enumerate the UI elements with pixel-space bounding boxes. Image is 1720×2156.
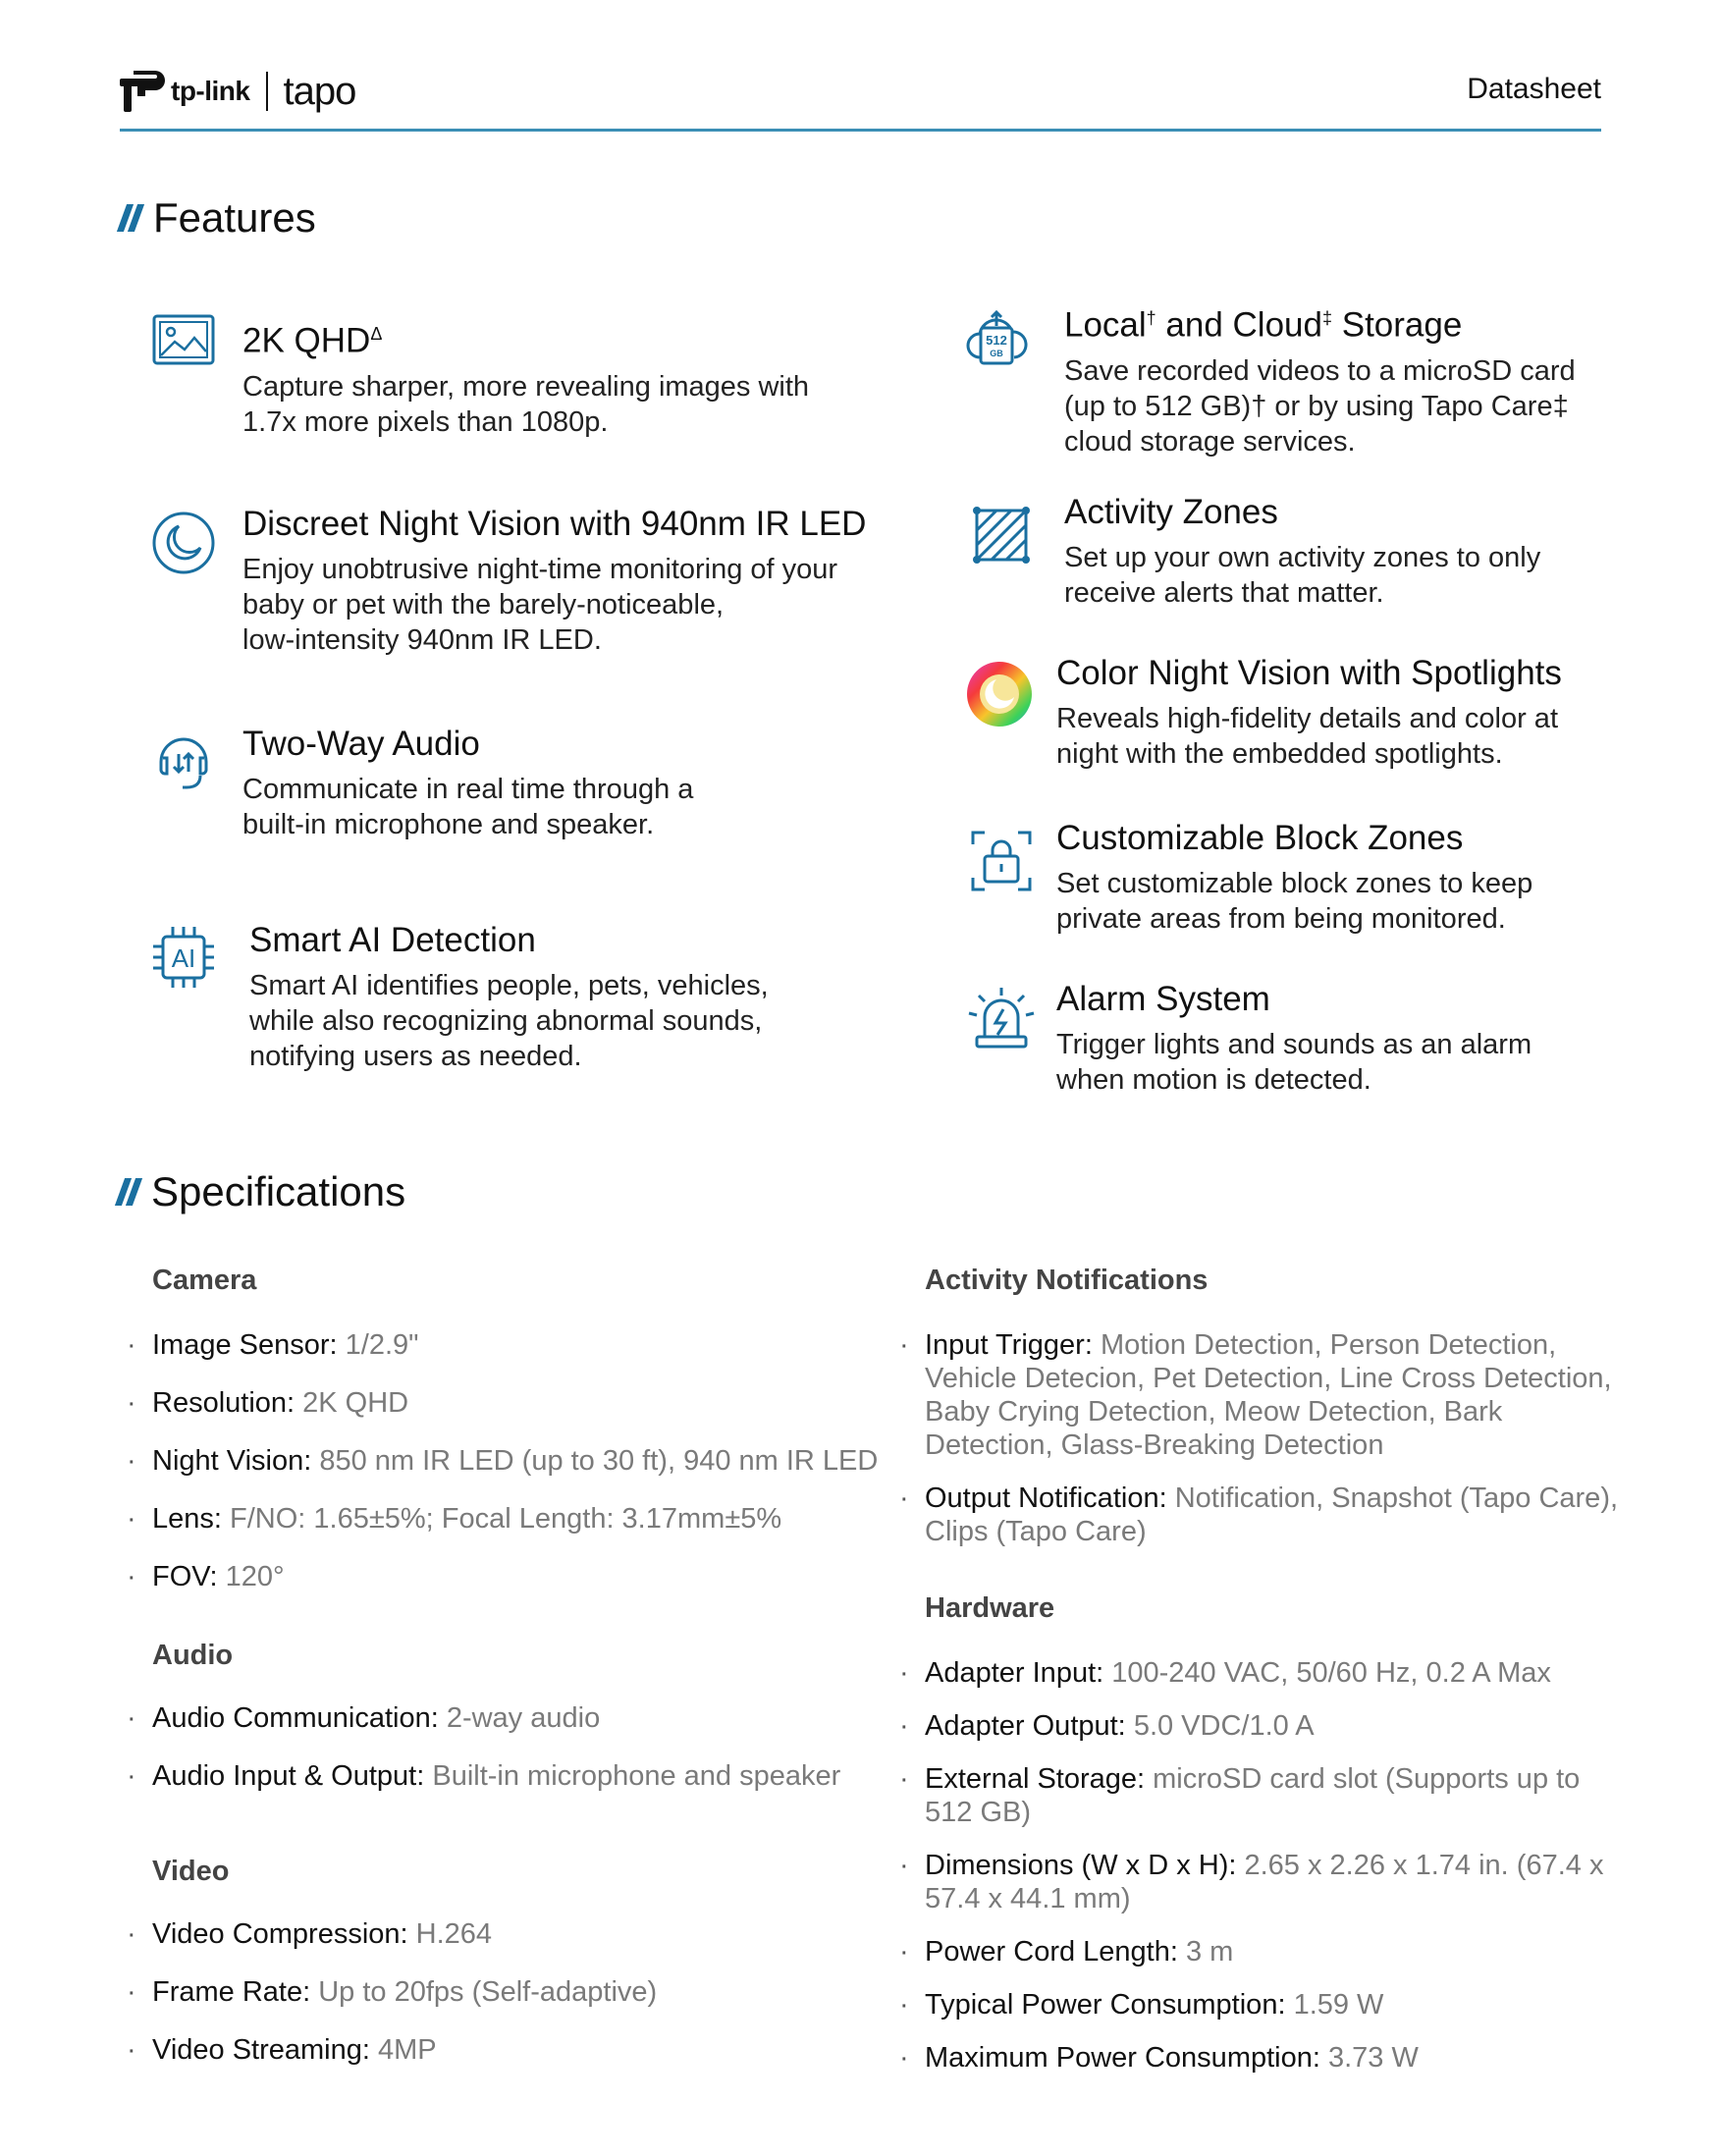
- spec-item: · Adapter Output: 5.0 VDC/1.0 A: [899, 1710, 1315, 1742]
- specifications-section-title: [120, 1168, 405, 1215]
- section-marker-icon: [122, 204, 143, 232]
- svg-text:AI: AI: [171, 943, 196, 973]
- header-divider: [120, 129, 1601, 132]
- feature-description: Set up your own activity zones to only receive alerts that matter.: [1064, 542, 1541, 609]
- section-marker-icon: [120, 1178, 141, 1206]
- image-icon: [149, 306, 218, 375]
- audio-spec-list: [127, 1701, 841, 1793]
- brand-logo: [120, 61, 355, 122]
- spec-item: · Maximum Power Consumption: 3.73 W: [899, 2042, 1419, 2074]
- spec-item: · Lens: F/NO: 1.65±5%; Focal Length: 3.17mm±5%: [127, 1503, 782, 1535]
- feature-description: Reveals high-fidelity details and color at night with the embedded spotlights.: [1056, 703, 1558, 770]
- spec-heading-hardware: Hardware: [925, 1592, 1055, 1624]
- spec-item: · Typical Power Consumption: 1.59 W: [899, 1989, 1384, 2021]
- feature-description: Set customizable block zones to keep private areas from being monitored.: [1056, 868, 1533, 935]
- color-night-vision-icon: [965, 660, 1034, 728]
- logo-divider: [266, 72, 268, 111]
- svg-text:GB: GB: [990, 349, 1003, 358]
- spec-heading-camera: Camera: [152, 1265, 257, 1296]
- cloud-storage-icon: [962, 306, 1031, 375]
- spec-item: · Output Notification: Notification, Snapshot (Tapo Care), Clips (Tapo Care): [899, 1482, 1619, 1547]
- svg-text:512: 512: [986, 333, 1007, 348]
- feature-title: Smart AI Detection: [249, 921, 536, 959]
- spec-item: · Resolution: 2K QHD: [127, 1387, 409, 1419]
- feature-storage: [1064, 296, 1576, 459]
- feature-description: Capture sharper, more revealing images with 1.7x more pixels than 1080p.: [242, 370, 810, 438]
- feature-title: Two-Way Audio: [242, 725, 480, 763]
- feature-description: Trigger lights and sounds as an alarm when motion is detected.: [1056, 1029, 1532, 1096]
- feature-two-way-audio: [242, 723, 693, 842]
- feature-color-night-vision: [1056, 652, 1562, 772]
- camera-spec-list: [127, 1328, 879, 1593]
- spec-item: · Audio Communication: 2-way audio: [127, 1702, 601, 1734]
- moon-icon: [149, 509, 218, 577]
- spec-item: · FOV: 120°: [127, 1561, 285, 1592]
- tp-link-logo-icon: [120, 65, 165, 118]
- specifications-title-text: Specifications: [151, 1168, 406, 1214]
- block-zone-icon: [967, 827, 1036, 895]
- spec-item: · Video Compression: H.264: [127, 1918, 493, 1950]
- spec-heading-audio: Audio: [152, 1640, 234, 1671]
- feature-title: Customizable Block Zones: [1056, 819, 1464, 857]
- spec-item: · External Storage: microSD card slot (Supports up to 512 GB): [899, 1763, 1581, 1828]
- spec-item: · Image Sensor: 1/2.9": [127, 1329, 419, 1361]
- feature-activity-zones: [1064, 491, 1540, 611]
- tp-link-wordmark: tp-link: [171, 76, 250, 106]
- feature-description: Enjoy unobtrusive night-time monitoring of your baby or pet with the barely-noticeable, low-intensity 940nm IR LED.: [242, 554, 838, 656]
- feature-alarm-system: [1056, 978, 1532, 1098]
- features-section-title: [122, 194, 316, 242]
- alarm-icon: [967, 986, 1036, 1054]
- spec-item: · Input Trigger: Motion Detection, Person Detection, Vehicle Detecion, Pet Detection, Line Cross Detection, Baby Crying Detection, Meow Detection, Bark Detection, Glass-Breaking Detection: [899, 1329, 1612, 1461]
- feature-smart-ai: [249, 919, 769, 1074]
- spec-item: · Power Cord Length: 3 m: [899, 1936, 1234, 1967]
- feature-description: Communicate in real time through a built-in microphone and speaker.: [242, 774, 694, 840]
- feature-title: 2K $QHD^\Delta$: [242, 321, 383, 360]
- video-spec-list: [127, 1917, 658, 2067]
- activity-zone-icon: [967, 501, 1036, 569]
- feature-2k-qhd: [242, 312, 809, 440]
- spec-heading-video: Video: [152, 1856, 230, 1887]
- feature-block-zones: [1056, 817, 1532, 937]
- spec-heading-notifications: Activity Notifications: [925, 1265, 1209, 1296]
- hardware-spec-list: [899, 1656, 1632, 2075]
- spec-item: · Dimensions (W x D x H): 2.65 x 2.26 x 1.74 in. (67.4 x 57.4 x 44.1 mm): [899, 1850, 1604, 1914]
- feature-description: Save recorded videos to a microSD card (up to 512 GB)† or by using Tapo Care‡ cloud storage services.: [1064, 354, 1576, 458]
- document-type-label: Datasheet: [1467, 73, 1601, 105]
- feature-title: Alarm System: [1056, 980, 1270, 1018]
- notifications-spec-list: [899, 1328, 1632, 1548]
- spec-item: · Frame Rate: Up to 20fps (Self-adaptive): [127, 1976, 658, 2008]
- spec-item: · Adapter Input: 100-240 VAC, 50/60 Hz, 0.2 A Max: [899, 1657, 1551, 1689]
- spec-item: · Audio Input & Output: Built-in microphone and speaker: [127, 1760, 841, 1792]
- feature-title: Discreet Night Vision with 940nm IR LED: [242, 505, 867, 543]
- feature-night-vision: [242, 503, 866, 658]
- spec-item: · Night Vision: 850 nm IR LED (up to 30 ft), 940 nm IR LED: [127, 1445, 879, 1477]
- spec-item: · Video Streaming: 4MP: [127, 2034, 437, 2066]
- feature-description: Smart AI identifies people, pets, vehicles, while also recognizing abnormal sounds, notifying users as needed.: [249, 970, 769, 1072]
- feature-title: Activity Zones: [1064, 493, 1278, 531]
- two-way-audio-icon: [149, 727, 218, 795]
- feature-title: Color Night Vision with Spotlights: [1056, 654, 1562, 692]
- ai-chip-icon: [149, 923, 218, 992]
- feature-title: Local† and Cloud‡ Storage: [1064, 305, 1463, 345]
- features-title-text: Features: [153, 194, 316, 241]
- tapo-wordmark: tapo: [283, 69, 356, 113]
